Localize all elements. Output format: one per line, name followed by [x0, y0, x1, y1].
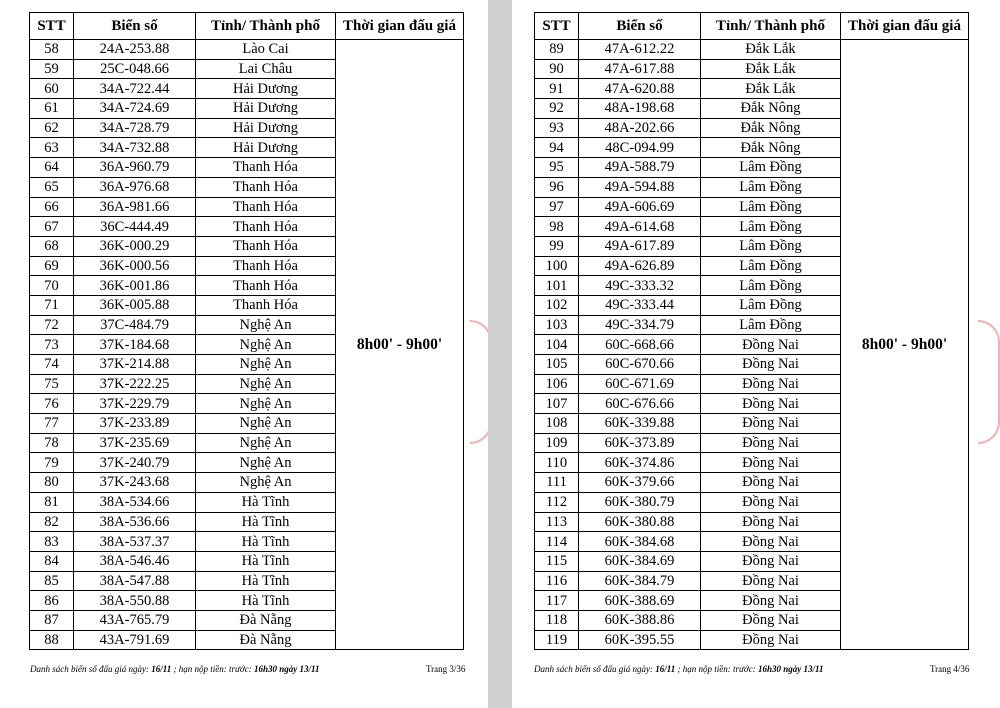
cell-plate: 24A-253.88 — [74, 40, 196, 60]
cell-plate: 37K-214.88 — [74, 355, 196, 375]
cell-plate: 38A-537.37 — [74, 532, 196, 552]
footer-mid: ; hạn nộp tiền: trước: — [677, 664, 756, 674]
cell-stt: 84 — [30, 551, 74, 571]
cell-plate: 60K-374.86 — [579, 453, 701, 473]
cell-stt: 89 — [535, 40, 579, 60]
cell-stt: 58 — [30, 40, 74, 60]
cell-stt: 109 — [535, 433, 579, 453]
cell-province: Nghệ An — [196, 453, 336, 473]
cell-plate: 34A-722.44 — [74, 79, 196, 99]
cell-plate: 60K-384.68 — [579, 532, 701, 552]
cell-province: Đồng Nai — [701, 571, 841, 591]
cell-province: Đồng Nai — [701, 355, 841, 375]
cell-plate: 34A-732.88 — [74, 138, 196, 158]
cell-province: Hà Tĩnh — [196, 532, 336, 552]
cell-stt: 103 — [535, 315, 579, 335]
cell-province: Thanh Hóa — [196, 217, 336, 237]
cell-stt: 61 — [30, 99, 74, 119]
cell-stt: 62 — [30, 118, 74, 138]
cell-plate: 48C-094.99 — [579, 138, 701, 158]
footer-mid: ; hạn nộp tiền: trước: — [173, 664, 252, 674]
cell-province: Nghệ An — [196, 335, 336, 355]
cell-stt: 99 — [535, 236, 579, 256]
page-gutter — [488, 0, 512, 708]
cell-province: Đồng Nai — [701, 433, 841, 453]
cell-plate: 48A-198.68 — [579, 99, 701, 119]
table-header — [535, 13, 969, 40]
cell-province: Đà Nẵng — [196, 610, 336, 630]
cell-stt: 72 — [30, 315, 74, 335]
footer-prefix: Danh sách biển số đấu giá ngày: — [534, 664, 653, 674]
cell-stt: 112 — [535, 492, 579, 512]
cell-province: Đắk Nông — [701, 99, 841, 119]
footer-prefix: Danh sách biển số đấu giá ngày: — [30, 664, 149, 674]
cell-auction-time: 8h00' - 9h00' — [841, 40, 969, 650]
cell-stt: 80 — [30, 473, 74, 493]
cell-plate: 36K-000.29 — [74, 236, 196, 256]
cell-stt: 75 — [30, 374, 74, 394]
cell-stt: 116 — [535, 571, 579, 591]
cell-plate: 36A-981.66 — [74, 197, 196, 217]
cell-stt: 90 — [535, 59, 579, 79]
cell-province: Đồng Nai — [701, 630, 841, 650]
cell-stt: 73 — [30, 335, 74, 355]
table-header — [30, 13, 464, 40]
cell-province: Nghệ An — [196, 355, 336, 375]
table-body — [30, 40, 464, 650]
cell-stt: 65 — [30, 177, 74, 197]
cell-province: Lai Châu — [196, 59, 336, 79]
cell-province: Lâm Đồng — [701, 276, 841, 296]
cell-province: Hải Dương — [196, 138, 336, 158]
cell-province: Thanh Hóa — [196, 236, 336, 256]
cell-stt: 87 — [30, 610, 74, 630]
cell-stt: 69 — [30, 256, 74, 276]
cell-stt: 81 — [30, 492, 74, 512]
cell-province: Hải Dương — [196, 79, 336, 99]
cell-stt: 59 — [30, 59, 74, 79]
cell-plate: 60K-388.86 — [579, 610, 701, 630]
cell-stt: 95 — [535, 158, 579, 178]
cell-plate: 37K-240.79 — [74, 453, 196, 473]
cell-plate: 60C-676.66 — [579, 394, 701, 414]
auction-table — [29, 12, 464, 650]
cell-province: Đồng Nai — [701, 551, 841, 571]
cell-province: Đồng Nai — [701, 532, 841, 552]
cell-plate: 38A-536.66 — [74, 512, 196, 532]
header-stt: STT — [30, 13, 74, 40]
cell-stt: 107 — [535, 394, 579, 414]
cell-plate: 43A-765.79 — [74, 610, 196, 630]
cell-stt: 119 — [535, 630, 579, 650]
cell-province: Lâm Đồng — [701, 177, 841, 197]
cell-province: Đắk Lắk — [701, 40, 841, 60]
table-row — [30, 40, 464, 60]
cell-stt: 118 — [535, 610, 579, 630]
cell-plate: 60K-384.79 — [579, 571, 701, 591]
cell-province: Lâm Đồng — [701, 295, 841, 315]
cell-stt: 106 — [535, 374, 579, 394]
cell-stt: 67 — [30, 217, 74, 237]
cell-stt: 68 — [30, 236, 74, 256]
cell-province: Đồng Nai — [701, 414, 841, 434]
cell-plate: 37K-184.68 — [74, 335, 196, 355]
cell-province: Thanh Hóa — [196, 177, 336, 197]
cell-province: Đồng Nai — [701, 591, 841, 611]
cell-province: Lâm Đồng — [701, 315, 841, 335]
cell-province: Đồng Nai — [701, 492, 841, 512]
cell-plate: 37K-229.79 — [74, 394, 196, 414]
cell-plate: 37K-222.25 — [74, 374, 196, 394]
cell-plate: 36K-005.88 — [74, 295, 196, 315]
cell-plate: 37C-484.79 — [74, 315, 196, 335]
cell-province: Thanh Hóa — [196, 276, 336, 296]
header-plate: Biển số — [579, 13, 701, 40]
header-province: Tỉnh/ Thành phố — [701, 13, 841, 40]
document-page-left — [0, 0, 488, 708]
cell-province: Thanh Hóa — [196, 256, 336, 276]
cell-stt: 86 — [30, 591, 74, 611]
cell-province: Thanh Hóa — [196, 158, 336, 178]
cell-province: Thanh Hóa — [196, 197, 336, 217]
cell-province: Lâm Đồng — [701, 236, 841, 256]
cell-stt: 78 — [30, 433, 74, 453]
cell-plate: 25C-048.66 — [74, 59, 196, 79]
cell-plate: 60C-670.66 — [579, 355, 701, 375]
cell-stt: 114 — [535, 532, 579, 552]
cell-plate: 49C-333.44 — [579, 295, 701, 315]
cell-plate: 49A-606.69 — [579, 197, 701, 217]
cell-plate: 36C-444.49 — [74, 217, 196, 237]
cell-province: Nghệ An — [196, 473, 336, 493]
cell-province: Đồng Nai — [701, 453, 841, 473]
cell-plate: 38A-547.88 — [74, 571, 196, 591]
cell-plate: 34A-728.79 — [74, 118, 196, 138]
cell-stt: 111 — [535, 473, 579, 493]
cell-province: Hà Tĩnh — [196, 571, 336, 591]
cell-province: Đồng Nai — [701, 610, 841, 630]
cell-stt: 93 — [535, 118, 579, 138]
header-auction-time: Thời gian đấu giá — [841, 13, 969, 40]
cell-province: Đồng Nai — [701, 374, 841, 394]
cell-stt: 70 — [30, 276, 74, 296]
cell-stt: 64 — [30, 158, 74, 178]
cell-stt: 96 — [535, 177, 579, 197]
cell-plate: 60K-380.88 — [579, 512, 701, 532]
cell-plate: 49C-334.79 — [579, 315, 701, 335]
cell-plate: 60K-379.66 — [579, 473, 701, 493]
cell-plate: 47A-617.88 — [579, 59, 701, 79]
cell-stt: 94 — [535, 138, 579, 158]
cell-province: Hà Tĩnh — [196, 492, 336, 512]
cell-plate: 60K-384.69 — [579, 551, 701, 571]
table-row — [535, 40, 969, 60]
cell-plate: 37K-243.68 — [74, 473, 196, 493]
cell-plate: 60K-388.69 — [579, 591, 701, 611]
cell-plate: 49A-614.68 — [579, 217, 701, 237]
cell-stt: 82 — [30, 512, 74, 532]
cell-province: Hà Tĩnh — [196, 551, 336, 571]
cell-plate: 37K-233.89 — [74, 414, 196, 434]
page-number: Trang 3/36 — [426, 664, 466, 674]
cell-stt: 74 — [30, 355, 74, 375]
cell-province: Đồng Nai — [701, 335, 841, 355]
cell-province: Đà Nẵng — [196, 630, 336, 650]
cell-province: Lâm Đồng — [701, 217, 841, 237]
cell-stt: 100 — [535, 256, 579, 276]
cell-plate: 49A-626.89 — [579, 256, 701, 276]
cell-stt: 97 — [535, 197, 579, 217]
footer-deadline: 16h30 ngày 13/11 — [253, 664, 320, 674]
cell-stt: 66 — [30, 197, 74, 217]
footer-auction-date: 16/11 — [655, 664, 676, 674]
cell-province: Thanh Hóa — [196, 295, 336, 315]
cell-plate: 60C-668.66 — [579, 335, 701, 355]
cell-stt: 98 — [535, 217, 579, 237]
page-footer — [30, 664, 319, 674]
cell-plate: 60K-339.88 — [579, 414, 701, 434]
header-plate: Biển số — [74, 13, 196, 40]
cell-plate: 60K-373.89 — [579, 433, 701, 453]
cell-stt: 60 — [30, 79, 74, 99]
document-page-right — [512, 0, 1000, 708]
cell-plate: 38A-550.88 — [74, 591, 196, 611]
cell-plate: 60C-671.69 — [579, 374, 701, 394]
cell-province: Đắk Lắk — [701, 79, 841, 99]
cell-stt: 83 — [30, 532, 74, 552]
header-stt: STT — [535, 13, 579, 40]
cell-province: Đồng Nai — [701, 473, 841, 493]
cell-plate: 38A-534.66 — [74, 492, 196, 512]
cell-stt: 79 — [30, 453, 74, 473]
cell-province: Nghệ An — [196, 394, 336, 414]
cell-stt: 108 — [535, 414, 579, 434]
cell-province: Nghệ An — [196, 414, 336, 434]
footer-auction-date: 16/11 — [151, 664, 172, 674]
cell-plate: 49C-333.32 — [579, 276, 701, 296]
cell-province: Hà Tĩnh — [196, 591, 336, 611]
cell-auction-time: 8h00' - 9h00' — [336, 40, 464, 650]
cell-province: Lâm Đồng — [701, 197, 841, 217]
cell-province: Đồng Nai — [701, 394, 841, 414]
cell-stt: 88 — [30, 630, 74, 650]
cell-province: Nghệ An — [196, 433, 336, 453]
cell-stt: 91 — [535, 79, 579, 99]
cell-plate: 36A-960.79 — [74, 158, 196, 178]
cell-stt: 115 — [535, 551, 579, 571]
cell-plate: 36K-001.86 — [74, 276, 196, 296]
cell-stt: 102 — [535, 295, 579, 315]
cell-stt: 92 — [535, 99, 579, 119]
page-footer — [534, 664, 823, 674]
cell-stt: 117 — [535, 591, 579, 611]
cell-stt: 110 — [535, 453, 579, 473]
cell-plate: 37K-235.69 — [74, 433, 196, 453]
cell-stt: 71 — [30, 295, 74, 315]
cell-stt: 104 — [535, 335, 579, 355]
seal-stamp — [978, 320, 1000, 444]
cell-stt: 76 — [30, 394, 74, 414]
cell-province: Đắk Nông — [701, 138, 841, 158]
page-number: Trang 4/36 — [930, 664, 970, 674]
cell-plate: 60K-380.79 — [579, 492, 701, 512]
cell-plate: 36A-976.68 — [74, 177, 196, 197]
auction-table — [534, 12, 969, 650]
cell-plate: 49A-594.88 — [579, 177, 701, 197]
cell-province: Nghệ An — [196, 315, 336, 335]
cell-stt: 63 — [30, 138, 74, 158]
footer-deadline: 16h30 ngày 13/11 — [757, 664, 824, 674]
cell-plate: 49A-588.79 — [579, 158, 701, 178]
cell-plate: 47A-612.22 — [579, 40, 701, 60]
cell-stt: 101 — [535, 276, 579, 296]
header-province: Tỉnh/ Thành phố — [196, 13, 336, 40]
cell-province: Hải Dương — [196, 118, 336, 138]
cell-stt: 113 — [535, 512, 579, 532]
cell-plate: 49A-617.89 — [579, 236, 701, 256]
cell-province: Hà Tĩnh — [196, 512, 336, 532]
cell-stt: 85 — [30, 571, 74, 591]
cell-stt: 77 — [30, 414, 74, 434]
cell-province: Đồng Nai — [701, 512, 841, 532]
cell-plate: 36K-000.56 — [74, 256, 196, 276]
header-auction-time: Thời gian đấu giá — [336, 13, 464, 40]
cell-plate: 43A-791.69 — [74, 630, 196, 650]
cell-plate: 48A-202.66 — [579, 118, 701, 138]
cell-plate: 60K-395.55 — [579, 630, 701, 650]
cell-province: Lâm Đồng — [701, 158, 841, 178]
cell-stt: 105 — [535, 355, 579, 375]
cell-province: Hải Dương — [196, 99, 336, 119]
cell-province: Đắk Lắk — [701, 59, 841, 79]
cell-plate: 34A-724.69 — [74, 99, 196, 119]
cell-plate: 47A-620.88 — [579, 79, 701, 99]
cell-plate: 38A-546.46 — [74, 551, 196, 571]
cell-province: Nghệ An — [196, 374, 336, 394]
table-body — [535, 40, 969, 650]
cell-province: Lâm Đồng — [701, 256, 841, 276]
cell-province: Lào Cai — [196, 40, 336, 60]
cell-province: Đắk Nông — [701, 118, 841, 138]
